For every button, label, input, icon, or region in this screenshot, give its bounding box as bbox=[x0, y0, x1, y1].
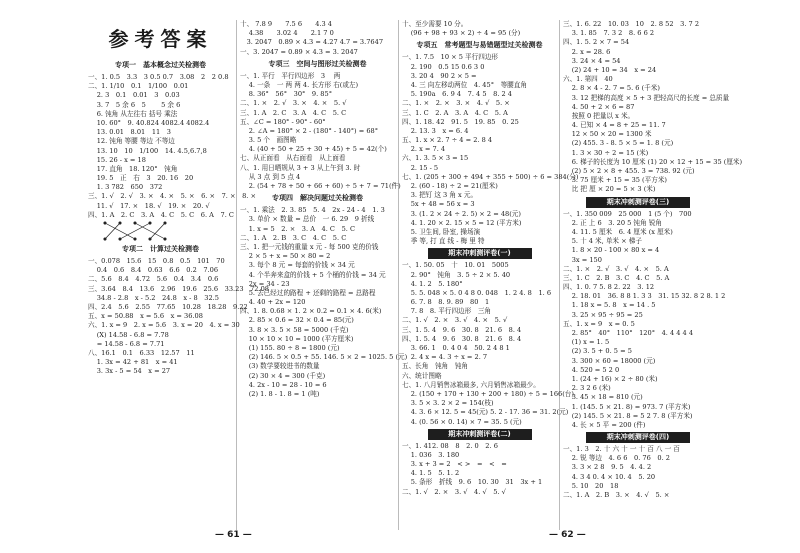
answer-line: 二、1. √ 2. × 3. √ 4. × 5. √ bbox=[402, 316, 508, 325]
answer-line: 5. 卫生间, 卧室, 操场演 bbox=[402, 227, 481, 236]
answer-line: 3. 20 4 90 2 × 5 = bbox=[402, 71, 477, 80]
answer-line: 一、1. 3 2. 十 六 十 一 十 百 八 一 百 bbox=[563, 445, 680, 454]
answer-line: (X) 14.58 - 6.8 = 7.78 bbox=[88, 330, 169, 339]
answer-line: 2. x = 7. 4 bbox=[402, 145, 446, 154]
answer-line: 2x = 34 - 23 bbox=[240, 279, 290, 288]
answer-column-3 bbox=[402, 20, 579, 497]
answer-line: 一、1. 350 009 25 000 1 (5 个) 700 bbox=[563, 209, 692, 218]
section-heading: 专项四 解决问题过关检测卷 bbox=[272, 194, 363, 203]
answer-line: 四、2.4 5.6 2.55 77.65 10.28 18.28 9.22 bbox=[88, 302, 248, 311]
answer-line: 4. 长 × 5 平 = 200 (件) bbox=[563, 420, 646, 429]
answer-line: 4. 1. 20 × 2. 15 × 5 = 12 (平方米) bbox=[402, 218, 522, 227]
answer-line: (2) 455. 3 - 8. 5 × 5 = 1. 8 (元) bbox=[563, 139, 674, 148]
answer-list bbox=[240, 206, 408, 399]
page-number-right: — 62 — bbox=[549, 530, 586, 540]
section-heading: 专项五 常考题型与易错题型过关检测卷 bbox=[416, 41, 543, 50]
answer-line: 34.8 - 2.8 x - 5.2 24.8 x - 8 32.5 bbox=[88, 293, 219, 302]
answer-list bbox=[402, 53, 579, 246]
answer-line: 3. 12 把梯的高度 × 5 + 3 把轻高尺的长度 = 总质量 bbox=[563, 93, 730, 102]
answer-line: 17. 直角 18. 120° 钝角 bbox=[88, 164, 178, 173]
answer-list bbox=[402, 261, 574, 426]
answer-line: (96 + 98 + 93 × 2) ÷ 4 = 95 (分) bbox=[402, 29, 521, 38]
answer-line: 3. 75 厘米 + 15 = 35 (平方米) bbox=[563, 176, 667, 185]
answer-line: 3. 3x - 5 = 54 x = 27 bbox=[88, 367, 171, 376]
answer-line: 3. 24 × 4 = 54 bbox=[563, 56, 621, 65]
answer-line: 七、1. (205 + 300 + 494 + 355 + 500) ÷ 6 = 384(分) bbox=[402, 172, 579, 181]
answer-line: 0.4 0.6 8.4 0.63 6.6 0.2 7.06 bbox=[88, 266, 219, 275]
answer-line: 一、1. 乘法 2. 3. 85 5. 4 2x - 24 - 4 1. 3 bbox=[240, 206, 385, 215]
answer-line: 十、 7.8 9 7.5 6 4.3 4 bbox=[240, 20, 332, 28]
answer-line: 六、统计图略 bbox=[402, 371, 442, 380]
answer-line: 10 × 10 × 10 = 1000 (平方厘米) bbox=[240, 334, 354, 343]
answer-line: 12 × 50 × 20 = 1300 米 bbox=[563, 130, 652, 139]
answer-line: 三、1. 把一元钱的重量 x 元 - 每 500 克的价钱 bbox=[240, 242, 379, 251]
answer-line: 5. 5. 048 × 5. 0 4 8 0. 048 1. 2 4. 8 1. 6 bbox=[402, 288, 552, 297]
answer-line: 四、1. 5. 4 9. 6 30. 8 21. 6 8. 4 bbox=[402, 334, 522, 343]
answer-line: 4. 3 4 0. 4 × 10. 4 5. 20 bbox=[563, 472, 656, 481]
answer-line: 8. 36° 56° 30° 9. 85° bbox=[240, 90, 332, 99]
answer-line: 四、1. 18. 42 91. 5 19. 85 0. 25 bbox=[402, 117, 519, 126]
answer-line: (2) 30 × 4 = 300 (千克) bbox=[240, 371, 326, 380]
answer-line: 5. 10 20 18 bbox=[563, 481, 619, 490]
answer-line: 2. (60 - 18) ÷ 2 = 21(厘米) bbox=[402, 182, 498, 190]
answer-line: 3. 1. 85 7. 3 2 8. 6 6 2 bbox=[563, 29, 655, 38]
answer-line: (2) 5 × 2 × 8 + 455. 3 = 738. 92 (元) bbox=[563, 167, 695, 175]
answer-list bbox=[402, 442, 557, 497]
answer-line: 4. (40 + 50 + 25 + 30 + 45) + 5 = 42(个) bbox=[240, 145, 387, 154]
answer-line: 七、1. 八月销售冰箱最多, 六月销售冰箱最少。 bbox=[402, 380, 540, 389]
answer-line: 三、1. 6. 22 10. 03 10 2. 8 52 3. 7 2 bbox=[563, 20, 700, 28]
answer-line: 4. 40 + 2x = 120 bbox=[240, 298, 306, 307]
answer-line: 四、1. 8. 0.68 × 1. 2 × 0.2 = 0.1 × 4. 6(米) bbox=[240, 307, 382, 316]
answer-list bbox=[88, 73, 256, 220]
answer-line: 3. 2047 0.89 × 4.3 = 4.27 4.7 = 3.7647 bbox=[240, 38, 384, 47]
answer-line: 4. 3. 6 × 12. 5 = 45(元) 5. 2 - 17. 36 = 31. 2(元) bbox=[402, 408, 569, 417]
answer-line: 6. 钝角 从左往右 括号 乘法 bbox=[88, 109, 178, 118]
answer-line: 二、5.6 8.4 4.72 5.6 0.4 3.4 0.6 bbox=[88, 275, 219, 284]
answer-line: 1. x = 5 2. × 3. A 4. C 5. C bbox=[240, 224, 356, 233]
answer-list bbox=[240, 71, 401, 191]
answer-line: (2) 1. 8 - 1. 8 = 1 (吨) bbox=[240, 389, 320, 398]
answer-line: 3. 7 5 余 6 5 5 余 6 bbox=[88, 100, 181, 109]
answer-line: 2. x = 28. 6 bbox=[563, 47, 611, 56]
answer-line: 5. 190a 6. 9 4 7. 4 5 8. 2 4 bbox=[402, 90, 512, 99]
answer-line: 五、1. x × 2. 7 ÷ 4 = 2. 8 4 bbox=[402, 136, 493, 145]
answer-line: 三、1. C 2. B 3. C 4. C 5. A bbox=[563, 273, 670, 282]
answer-line: 4. (0. 56 × 0. 14) × 7 = 35. 5 (元) bbox=[402, 417, 522, 426]
answer-line: 4. 一条 一 两 两 4. 长方形 右(或左) bbox=[240, 80, 359, 89]
answer-line: 4. 三 向左移动两位 4. 45° 等腰直角 bbox=[402, 80, 527, 89]
answer-line: 四、1. 0. 7 5. 8 2. 22 3. 12 bbox=[563, 283, 655, 292]
answer-line: 三、1. C 2. A 3. A 4. C 5. A bbox=[402, 108, 508, 117]
answer-list bbox=[402, 20, 557, 38]
answer-line: 六、1. 第四 40 bbox=[563, 75, 613, 84]
answer-line: 三、1. A 2. C 3. A 4. C 5. C bbox=[240, 108, 347, 117]
answer-line: 二、1. × 2. √ 3. × 4. × 5. √ bbox=[240, 99, 347, 108]
answer-line: 11. √ 17. × 18. √ 19. × 20. √ bbox=[88, 201, 210, 210]
answer-line: 二、1. √ 2. × 3. √ 4. √ 5. √ bbox=[402, 487, 506, 496]
answer-line: 2. 85° 40° 110° 120° 4. 4 4 4 4 bbox=[563, 329, 694, 337]
answer-line: 4. 已知 × 4 = 8 + 25 = 11. 7 bbox=[563, 121, 666, 130]
answer-line: 4. 50 + 2 × 6 = 87 bbox=[563, 102, 635, 111]
answer-line: 六、1. x = 9 2. x = 5.6 3. x = 20 4. x = 30 bbox=[88, 321, 240, 330]
answer-list bbox=[240, 20, 395, 57]
answer-line: 1. 18 x = 5. 8 x = 14 . 5 bbox=[563, 301, 656, 310]
answer-column-2 bbox=[240, 20, 408, 399]
answer-line: (3) 数学要较进书的数量 bbox=[240, 362, 320, 371]
answer-line: 2. (150 + 170 + 130 + 200 + 180) ÷ 5 = 166(台) bbox=[402, 389, 574, 398]
answer-line: 2. 90° 钝角 3. 5 ÷ 2 × 5. 40 bbox=[402, 270, 511, 279]
answer-line: 比 把 厘 × 20 = 5 × 3 (米) bbox=[563, 185, 656, 194]
answer-line: 6. 7. 8 8. 9. 89 80 1 bbox=[402, 298, 490, 307]
answer-line: 3. 45 × 18 = 810 (元) bbox=[563, 393, 643, 402]
answer-line: 一、3. 2047 = 0.89 × 4.3 = 3. 2047 bbox=[240, 47, 358, 56]
answer-line: 1. 3 782 650 372 bbox=[88, 183, 163, 192]
answer-line: 4. 1. 5 5. 1. 2 bbox=[402, 469, 460, 478]
column-divider bbox=[236, 20, 237, 530]
answer-line: 一、1. 0.5 3.3 3 0.5 0.7 3.08 2 2 0.8 bbox=[88, 73, 229, 81]
answer-line: 4. 2x - 10 = 28 - 10 = 6 bbox=[240, 380, 327, 389]
answer-line: 五、长角 钝角 钝角 bbox=[402, 362, 468, 371]
answer-line: 三、1. 5. 4 9. 6 30. 8 21. 6 8. 4 bbox=[402, 325, 522, 334]
answer-line: 5. 十 4 米, 单米 × 梯子 bbox=[563, 237, 642, 246]
section-banner: 期末冲刺测评卷(一) bbox=[428, 248, 532, 259]
answer-line: 2. ∠A = 180° × 2 - (180° - 140°) = 68° bbox=[240, 126, 379, 135]
answer-line: 3. x + 3 = 2 < > = < = bbox=[402, 460, 507, 469]
answer-line: (2) 3. 5 + 0. 5 = 5 bbox=[563, 347, 632, 356]
answer-line: 12. 钝角 等腰 等边 不等边 bbox=[88, 137, 175, 146]
answer-line: 3. 66. 1 0. 4 0 4 50. 2 4 8 1 bbox=[402, 344, 510, 352]
answer-line: 1. 036 3. 180 bbox=[402, 450, 460, 459]
answer-line: 3. 把钉 这 3 角 x 元。 bbox=[402, 191, 478, 200]
answer-line: 7. 8 8. 平行四边形 三角 bbox=[402, 307, 492, 316]
answer-line: = 14.58 - 6.8 = 7.71 bbox=[88, 339, 165, 348]
answer-line: 4. 11. 5 厘米 6. 4 厘米 (x 厘米) bbox=[563, 227, 673, 236]
answer-line: 6. 梯子的长度为 10 厘米 (1) 20 × 12 + 15 = 35 (厘米) bbox=[563, 157, 743, 166]
section-banner: 期末冲刺测评卷(三) bbox=[586, 197, 690, 208]
answer-line: 一、1. 50. 05 十 10. 01 5005 bbox=[402, 261, 509, 270]
answer-line: 3. 每个 8 元 = 每套的价钱 × 34 元 bbox=[240, 261, 355, 270]
answer-line: 5x + 48 = 56 x = 3 bbox=[402, 200, 475, 209]
answer-line: 二、1. × 2. × 3. × 4. √ 5. × bbox=[402, 99, 510, 108]
answer-line: 一、1. 7.5 10 × 5 平行四边形 bbox=[402, 53, 499, 62]
answer-line: 2. 4 x = 4. 3 ÷ x = 2. 7 bbox=[402, 353, 488, 362]
answer-line: 1. 3 × 30 ÷ 2 = 15 (米) bbox=[563, 148, 649, 157]
answer-line: 四、1. 5. 2 × 7 = 54 bbox=[563, 38, 630, 47]
answer-line: 4. 520 = 5 2 0 bbox=[563, 365, 620, 374]
answer-line: 1. 3x = 42 + 81 x = 41 bbox=[88, 358, 178, 367]
answer-line: 四、1. A 2. C 3. A 4. C 5. C 6. A 7. C bbox=[88, 210, 234, 219]
answer-line: 季 等, 打 直 线 - 梅 里 特 bbox=[402, 237, 485, 246]
answer-line: (1) x = 1. 5 bbox=[563, 338, 610, 347]
answer-line: 2. 85 × 0.6 = 32 × 0.4 = 85(元) bbox=[240, 316, 354, 325]
column-divider bbox=[559, 20, 560, 530]
answer-line: 八、1. 用日晒规从 3 + 3 从上午到 3. 时 bbox=[240, 163, 361, 172]
answer-line: 一、1. 412. 08 8 2. 0 2. 6 bbox=[402, 441, 498, 450]
answer-line: (1) 155. 80 ÷ 8 = 1800 (元) bbox=[240, 344, 340, 352]
answer-line: 2 × 5 + x = 50 × 80 = 2 bbox=[240, 252, 331, 261]
answer-line: 2. 3 2 6 (米) bbox=[563, 384, 611, 393]
answer-line: 4. 1. 2 5. 180° bbox=[402, 279, 463, 288]
answer-line: 19. 5 正 右 3 20. 16 20 bbox=[88, 174, 194, 183]
answer-line: 5. 条形 折线 9. 6 10. 30 31 3x + 1 bbox=[402, 478, 543, 487]
answer-line: 2. 正 上 6 3. 20 5 钝角 锐角 bbox=[563, 218, 662, 227]
answer-line: 五、x = 50.88 x = 5.6 x = 36.08 bbox=[88, 312, 203, 321]
answer-line: (2) 145. 5 × 21. 8 = 5 2 7. 8 (平方米) bbox=[563, 411, 693, 420]
answer-column-4 bbox=[563, 20, 743, 500]
answer-line: 一、1. 平行 平行四边形 3 两 bbox=[240, 71, 341, 80]
answer-line: 13. 0.01 8.01 11 3 bbox=[88, 128, 172, 137]
answer-line: 七、从正面看 从右面看 从上面看 bbox=[240, 154, 346, 163]
section-banner: 期末冲刺测评卷(二) bbox=[428, 429, 532, 440]
answer-line: 3x = 150 bbox=[563, 255, 602, 264]
answer-line: 2. 190 0.5 15 0.6 3 0 bbox=[402, 62, 485, 71]
answer-line: 3. 5 × 3. 2 × 2 = 154(枝) bbox=[402, 399, 494, 408]
answer-line: 3. 5 个 画图略 bbox=[240, 136, 297, 145]
answer-line: 3. 300 × 60 = 18000 (元) bbox=[563, 356, 656, 365]
answer-line: 5. 去已经过的路程 + 还剩的路程 = 总路程 bbox=[240, 288, 376, 297]
answer-line: 1. (145. 5 × 21. 8) = 973. 7 (平方米) bbox=[563, 402, 691, 411]
answer-line: 3. (1. 2 × 24 ÷ 2. 5) × 2 = 48(元) bbox=[402, 209, 521, 218]
answer-line: 三、3.64 8.4 13.6 2.96 19.6 25.6 33.23 72.08 bbox=[88, 284, 269, 293]
answer-line: 2. (54 + 78 + 50 + 66 + 60) ÷ 5 + 7 = 71(件) bbox=[240, 182, 401, 190]
answer-line: 1. (24 + 16) × 2 ÷ 80 (米) bbox=[563, 374, 658, 383]
answer-line: 3. 单价 × 数量 = 总价 一 6. 29 9 折线 bbox=[240, 215, 375, 224]
answer-line: 2. 15 - 5 bbox=[402, 163, 439, 172]
answer-line: 2. 锐 等边 4. 6 6 0. 76 0. 2 bbox=[563, 454, 670, 463]
answer-line: 二、1. × 2. √ 3. √ 4. × 5. A bbox=[563, 264, 669, 273]
answer-line: 二、1. 1/10 0.1 1/100 0.01 bbox=[88, 82, 189, 91]
answer-line: 2. 3 0.1 0.01 3 0.03 bbox=[88, 91, 180, 100]
answer-line: 3. 25 × 95 ÷ 95 = 25 bbox=[563, 310, 643, 319]
section-heading: 专项一 基本概念过关检测卷 bbox=[115, 61, 206, 69]
answer-line: (2) 146. 5 × 0.5 + 55. 146. 5 × 2 = 1025. 5 (元) bbox=[240, 353, 408, 362]
answer-line: 10. 60° 9. 40.824 4082.4 4082.4 bbox=[88, 118, 210, 127]
answer-list bbox=[563, 209, 726, 431]
answer-line: 二、1. A 2. B 3. C 4. C 5. C bbox=[240, 233, 347, 242]
answer-line: 4.38 3.02 4 2.1 7 0 bbox=[240, 29, 334, 38]
section-heading: 专项三 空间与图形过关检测卷 bbox=[268, 59, 367, 68]
answer-line: 从 3 点 到 5 点 4 bbox=[240, 172, 301, 181]
answer-line: 二、1. A 2. B 3. × 4. √ 5. × bbox=[563, 491, 670, 499]
answer-line: (2) 24 + 10 = 34 x = 24 bbox=[563, 65, 657, 74]
answer-line: 13. 10 10 1/100 14. 4.5,6.7,8 bbox=[88, 146, 207, 155]
answer-line: 1. 8 × 20 - 100 × 80 x = 4 bbox=[563, 246, 660, 255]
answer-line: 按照 0 把量以 x 米。 bbox=[563, 111, 635, 120]
answer-line: 4. 个半奔来盒的价钱 + 5 个桶的价钱 = 34 元 bbox=[240, 270, 386, 279]
column-divider bbox=[398, 20, 399, 530]
section-heading: 专项二 计算过关检测卷 bbox=[122, 245, 199, 253]
answer-line: 五、∠C = 180° - 90° - 60° bbox=[240, 117, 326, 126]
answer-line: 2. 8 × 4 - 2. 7 = 5. 6 (千米) bbox=[563, 84, 660, 93]
answer-line: 2. 13. 3 x = 6. 4 bbox=[402, 126, 469, 135]
section-banner: 期末冲刺测评卷(四) bbox=[586, 432, 690, 443]
answer-line: 2. 18. 01 36. 8 8 1. 3 3 31. 15 32. 8 2 8. 1 2 bbox=[563, 292, 726, 301]
answer-list bbox=[563, 445, 713, 500]
answer-line: 十、至少需要 10 分。 bbox=[402, 20, 468, 28]
page-number-left: — 61 — bbox=[215, 530, 252, 540]
answer-line: 3. 8 × 3. 5 × 58 = 5000 (千克) bbox=[240, 325, 349, 334]
page-title: 参考答案 bbox=[108, 27, 213, 51]
answer-list bbox=[563, 20, 743, 195]
matching-figure bbox=[88, 220, 233, 242]
answer-line: 五、1. x = 9 x = 0. 5 bbox=[563, 319, 635, 328]
answer-line: 八、16.1 0.1 6.33 12.57 11 bbox=[88, 348, 195, 357]
answer-line: 一、0.078 15.6 15 0.8 0.5 101 70 bbox=[88, 257, 225, 265]
answer-line: 三、1. √ 2. √ 3. × 4. × 5. × 6. × 7. × 8. × bbox=[88, 192, 256, 201]
answer-line: 六、1. 3. 5 × 3 = 15 bbox=[402, 154, 469, 163]
answer-line: 15. 26 - x = 18 bbox=[88, 155, 146, 164]
answer-line: 3. 3 × 2 8 9. 5 4. 4. 2 bbox=[563, 463, 652, 472]
